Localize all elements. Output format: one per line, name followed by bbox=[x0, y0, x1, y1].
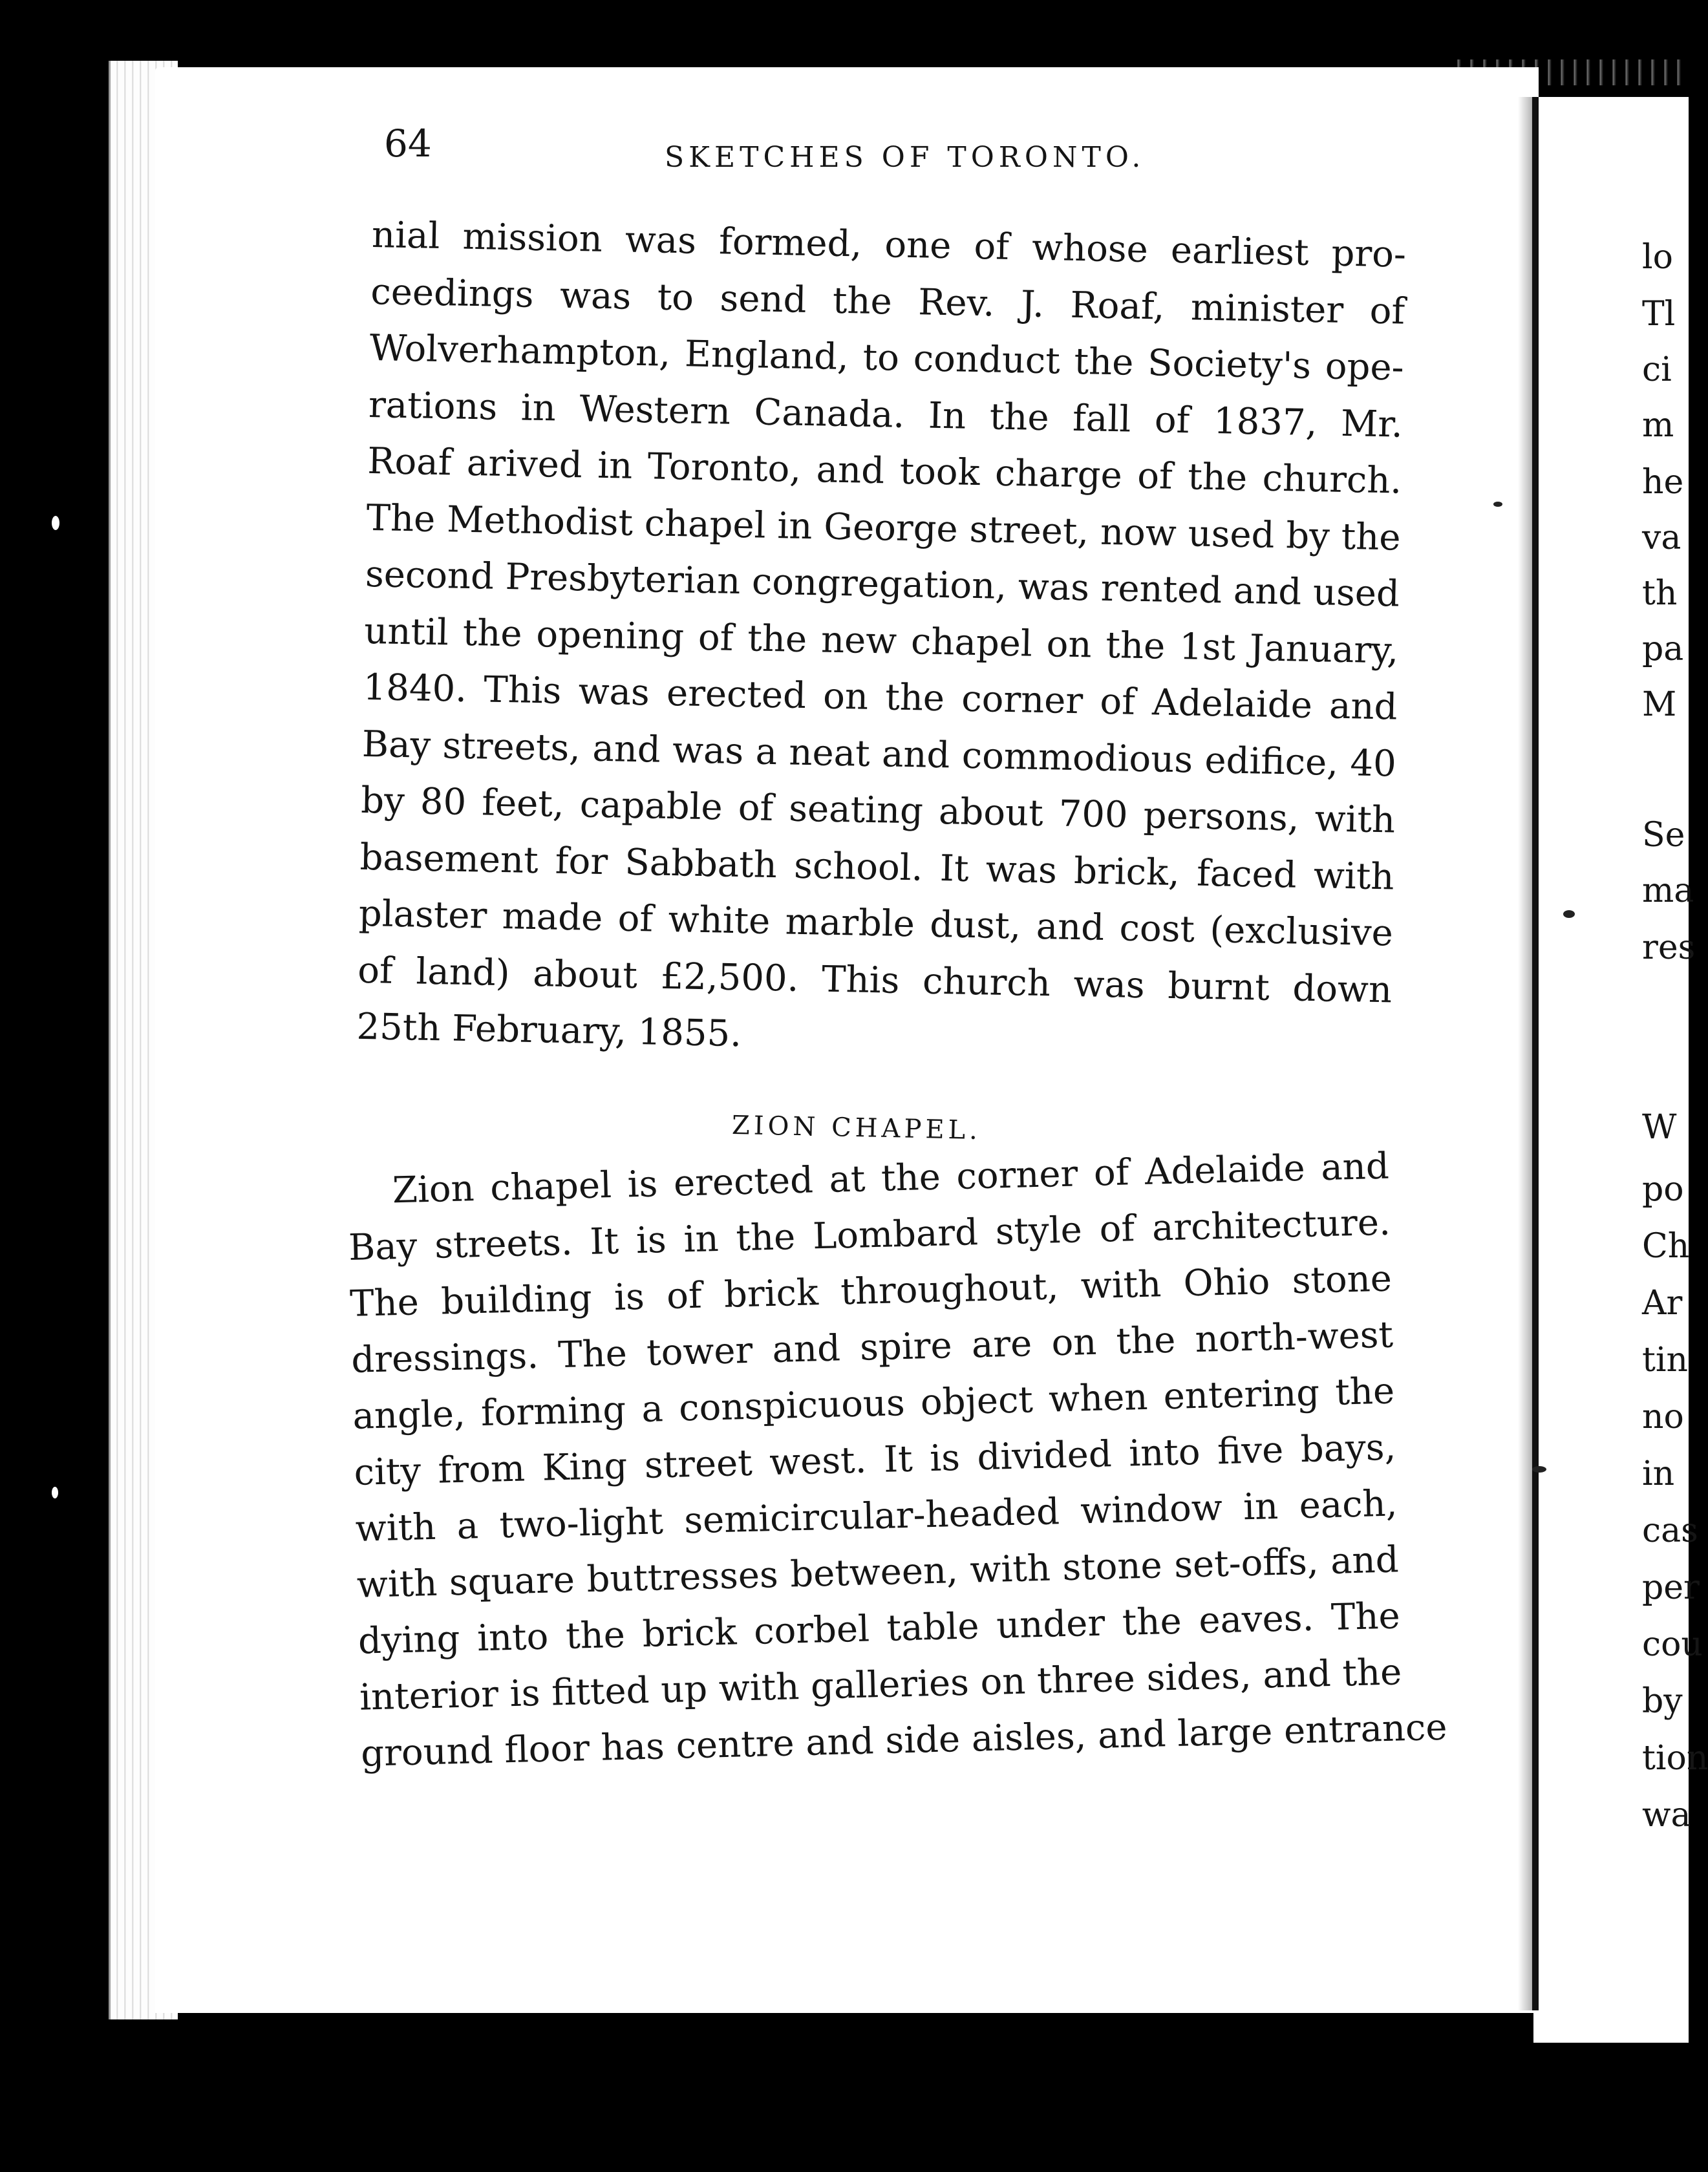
right-fragment: M bbox=[1642, 685, 1677, 724]
right-fragment: Ar bbox=[1642, 1284, 1683, 1323]
text-line: 1840. This was erected on the corner of Adelaide and bbox=[363, 666, 1398, 729]
paragraph-2 bbox=[347, 1138, 1448, 1782]
text-line: until the opening of the new chapel on the 1st January, bbox=[363, 610, 1399, 672]
text-line: with square buttresses between, with stone set-offs, and bbox=[356, 1538, 1400, 1606]
right-fragment: po bbox=[1642, 1170, 1684, 1209]
right-fragment: ci bbox=[1642, 350, 1672, 389]
scan-speck bbox=[1532, 1466, 1546, 1473]
right-fragment: res bbox=[1642, 928, 1696, 967]
right-fragment: cas bbox=[1642, 1511, 1698, 1550]
right-fragment: W bbox=[1642, 1108, 1677, 1147]
text-line: basement for Sabbath school. It was brick, faced with bbox=[359, 836, 1395, 899]
section-heading: ZION CHAPEL. bbox=[731, 1110, 982, 1146]
text-line: Bay streets. It is in the Lombard style of architecture. bbox=[348, 1201, 1391, 1269]
text-line: by 80 feet, capable of seating about 700 persons, with bbox=[360, 779, 1396, 842]
text-line: second Presbyterian congregation, was rented and used bbox=[365, 553, 1400, 615]
text-line: The building is of brick throughout, with Ohio stone bbox=[349, 1257, 1393, 1325]
scan-speck bbox=[52, 1487, 58, 1498]
right-fragment: wa bbox=[1642, 1796, 1691, 1835]
scan-speck bbox=[1563, 910, 1575, 918]
text-line: plaster made of white marble dust, and cost (exclusive bbox=[358, 892, 1394, 955]
right-fragment: cou bbox=[1642, 1625, 1703, 1664]
right-fragment: th bbox=[1642, 574, 1678, 613]
running-head: SKETCHES OF TORONTO. bbox=[665, 141, 1146, 174]
right-fragment: m bbox=[1642, 406, 1674, 445]
text-line: dressings. The tower and spire are on the north-west bbox=[350, 1314, 1394, 1381]
text-line: 25th February, 1855. bbox=[356, 1005, 742, 1056]
right-fragment: Ch bbox=[1642, 1227, 1690, 1266]
text-line: Wolverhampton, England, to conduct the Society's ope- bbox=[369, 326, 1405, 389]
right-fragment: Tl bbox=[1642, 295, 1676, 334]
text-line: angle, forming a conspicuous object when entering the bbox=[352, 1370, 1395, 1438]
text-line: Zion chapel is erected at the corner of Adelaide and bbox=[392, 1145, 1390, 1212]
right-fragment: tion bbox=[1642, 1739, 1708, 1778]
right-fragment: by bbox=[1642, 1682, 1683, 1721]
scan-speck bbox=[1493, 502, 1502, 507]
binding-line bbox=[1532, 97, 1539, 2010]
page-number: 64 bbox=[384, 122, 432, 165]
right-fragment: Se bbox=[1642, 816, 1685, 855]
text-line: of land) about £2,500. This church was burnt down bbox=[357, 949, 1393, 1011]
text-line: ceedings was to send the Rev. J. Roaf, minister of bbox=[370, 270, 1405, 333]
text-line: ground floor has centre and side aisles, and large entrance bbox=[360, 1706, 1448, 1775]
text-line: city from King street west. It is divided into five bays, bbox=[353, 1426, 1397, 1494]
right-fragment: no bbox=[1642, 1398, 1684, 1436]
text-line: with a two-light semicircular-headed window in each, bbox=[355, 1482, 1398, 1550]
right-fragment: ma bbox=[1642, 871, 1694, 910]
right-fragment: per bbox=[1642, 1568, 1700, 1607]
right-fragment: pa bbox=[1642, 630, 1684, 668]
text-line: rations in Western Canada. In the fall of 1837, Mr. bbox=[368, 383, 1404, 446]
right-fragment: va bbox=[1642, 518, 1681, 557]
right-fragment: tin bbox=[1642, 1341, 1689, 1379]
scan-speck bbox=[52, 516, 59, 530]
right-fragment: he bbox=[1642, 463, 1684, 502]
text-line: nial mission was formed, one of whose earliest pro- bbox=[371, 213, 1407, 276]
right-fragment: in bbox=[1642, 1454, 1675, 1493]
paragraph-1 bbox=[356, 207, 1407, 1075]
text-line: dying into the brick corbel table under the eaves. The bbox=[358, 1595, 1401, 1663]
text-line: Bay streets, and was a neat and commodious edifice, 40 bbox=[361, 723, 1397, 785]
text-line: Roaf arived in Toronto, and took charge of the church. bbox=[367, 440, 1402, 502]
right-fragment: lo bbox=[1642, 238, 1673, 277]
text-line: interior is fitted up with galleries on three sides, and the bbox=[359, 1651, 1402, 1719]
text-line: The Methodist chapel in George street, now used by the bbox=[366, 496, 1402, 559]
